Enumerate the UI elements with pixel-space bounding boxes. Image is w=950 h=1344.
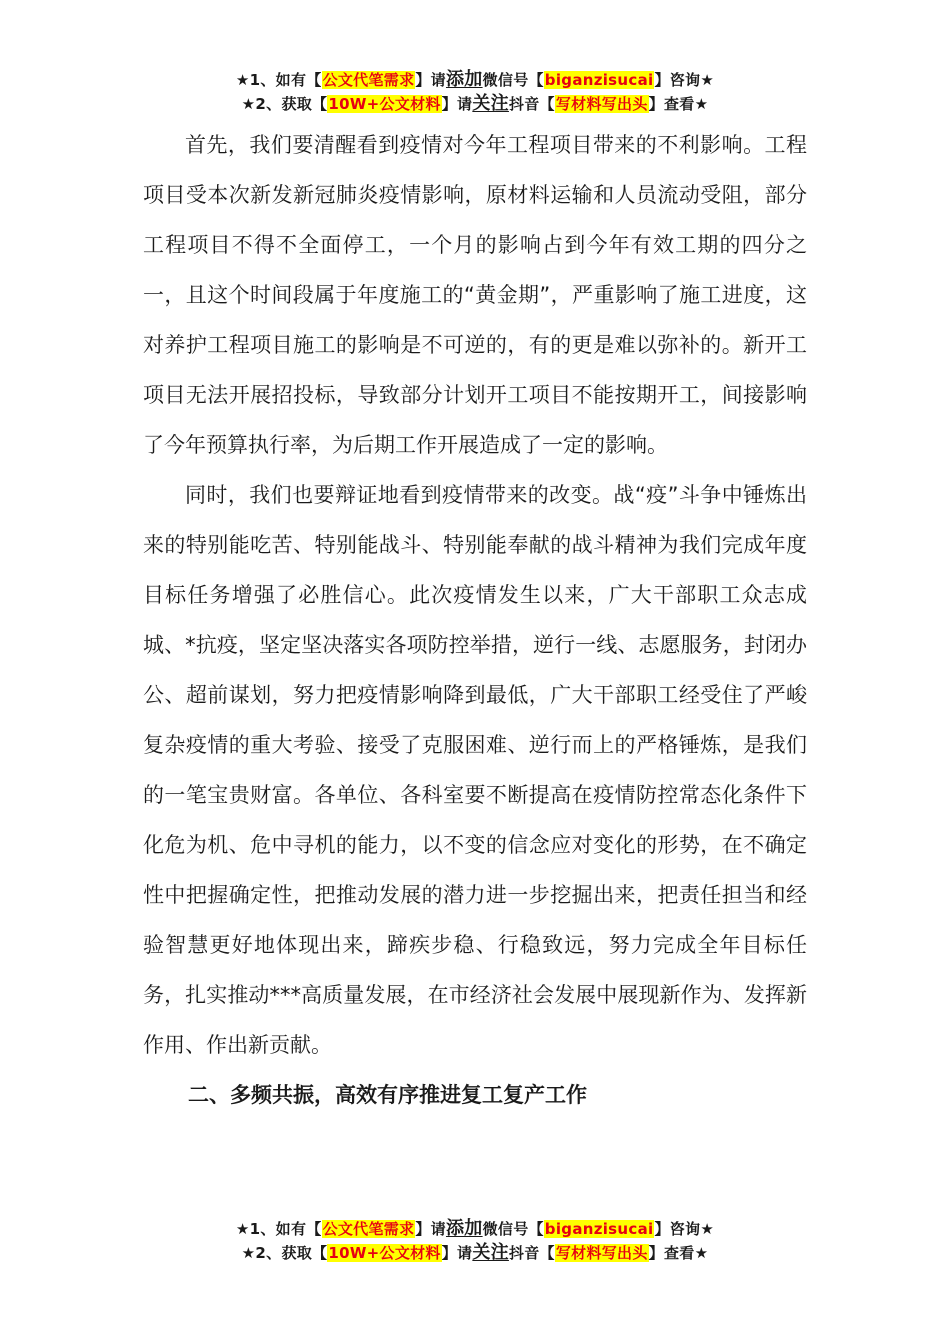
promo-line-2: ★2、获取【10W+公文材料】请关注抖音【写材料写出头】查看★ (241, 93, 709, 114)
highlight-service: 公文代笔需求 (322, 71, 415, 89)
promo-line-2: ★2、获取【10W+公文材料】请关注抖音【写材料写出头】查看★ (241, 1242, 709, 1263)
highlight-service: 公文代笔需求 (322, 1220, 415, 1238)
paragraph-impact: 首先，我们要清醒看到疫情对今年工程项目带来的不利影响。工程项目受本次新发新冠肺炎疫情影响，原材料运输和人员流动受阻，部分工程项目不得不全面停工，一个月的影响占到今年有效工期的四分之一，且这个时间段属于年度施工的“黄金期”，严重影响了施工进度，这对养护工程项目施工的影响是不可逆的，有的更是难以弥补的。新开工项目无法开展招投标，导致部分计划开工项目不能按期开工，间接影响了今年预算执行率，为后期工作开展造成了一定的影响。 (143, 133, 807, 457)
promo-banner-top (0, 68, 950, 116)
section-heading: 二、多频共振，高效有序推进复工复产工作 (188, 1083, 587, 1107)
highlight-materials: 10W+公文材料 (328, 1244, 441, 1262)
promo-banner-bottom (0, 1217, 950, 1265)
highlight-wechat-id: biganzisucai (544, 71, 654, 89)
paragraph-change: 同时，我们也要辩证地看到疫情带来的改变。战“疫”斗争中锤炼出来的特别能吃苦、特别能战斗、特别能奉献的战斗精神为我们完成年度目标任务增强了必胜信心。此次疫情发生以来，广大干部职工众志成城、*抗疫，坚定坚决落实各项防控举措，逆行一线、志愿服务，封闭办公、超前谋划，努力把疫情影响降到最低，广大干部职工经受住了严峻复杂疫情的重大考验、接受了克服困难、逆行而上的严格锤炼，是我们的一笔宝贵财富。各单位、各科室要不断提高在疫情防控常态化条件下化危为机、危中寻机的能力，以不变的信念应对变化的形势，在不确定性中把握确定性，把推动发展的潜力进一步挖掘出来，把责任担当和经验智慧更好地体现出来，蹄疾步稳、行稳致远，努力完成全年目标任务，扎实推动***高质量发展，在市经济社会发展中展现新作为、发挥新作用、作出新贡献。 (143, 483, 807, 1057)
highlight-douyin-account: 写材料写出头 (555, 95, 648, 113)
highlight-douyin-account: 写材料写出头 (555, 1244, 648, 1262)
document-body (143, 120, 807, 1120)
promo-line-1: ★1、如有【公文代笔需求】请添加微信号【biganzisucai】咨询★ (235, 1218, 715, 1239)
promo-line-1: ★1、如有【公文代笔需求】请添加微信号【biganzisucai】咨询★ (235, 69, 715, 90)
highlight-materials: 10W+公文材料 (328, 95, 441, 113)
highlight-wechat-id: biganzisucai (544, 1220, 654, 1238)
